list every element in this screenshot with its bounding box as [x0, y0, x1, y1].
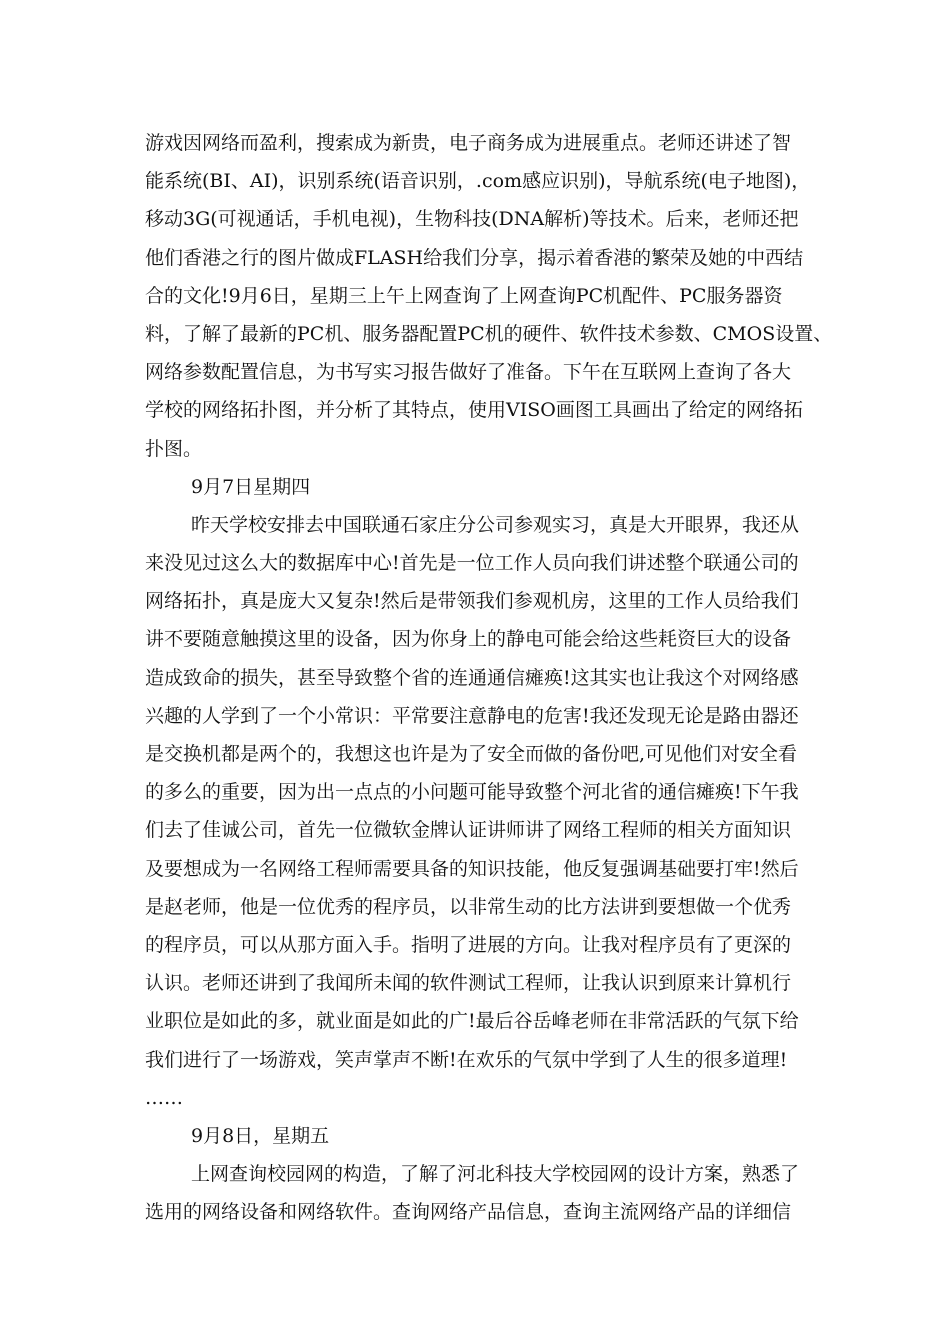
text-line: 料，了解了最新的PC机、服务器配置PC机的硬件、软件技术参数、CMOS设置、	[145, 322, 833, 345]
text-line: 兴趣的人学到了一个小常识：平常要注意静电的危害!我还发现无论是路由器还	[145, 704, 799, 727]
text-line: 我们进行了一场游戏，笑声掌声不断!在欢乐的气氛中学到了人生的很多道理!	[145, 1048, 788, 1071]
text-line: 是赵老师，他是一位优秀的程序员，以非常生动的比方法讲到要想做一个优秀	[145, 895, 792, 918]
text-line: 选用的网络设备和网络软件。查询网络产品信息，查询主流网络产品的详细信	[145, 1201, 792, 1224]
text-line: 移动3G(可视通话，手机电视)，生物科技(DNA解析)等技术。后来，老师还把	[145, 208, 799, 231]
date-heading-sep7: 9月7日星期四	[191, 475, 311, 498]
paragraph-3	[145, 1155, 810, 1231]
ellipsis-line: ……	[145, 1086, 183, 1109]
text-line: 讲不要随意触摸这里的设备，因为你身上的静电可能会给这些耗资巨大的设备	[145, 628, 792, 651]
text-line: 昨天学校安排去中国联通石家庄分公司参观实习，真是大开眼界，我还从	[191, 513, 800, 536]
text-line: 网络拓扑，真是庞大又复杂!然后是带领我们参观机房，这里的工作人员给我们	[145, 590, 799, 613]
paragraph-2	[145, 506, 810, 1117]
text-line: 能系统(BI、AI)，识别系统(语音识别，.com感应识别)，导航系统(电子地图)，	[145, 170, 811, 193]
text-line: 合的文化!9月6日，星期三上午上网查询了上网查询PC机配件、PC服务器资	[145, 284, 783, 307]
text-line: 他们香港之行的图片做成FLASH给我们分享，揭示着香港的繁荣及她的中西结	[145, 246, 804, 269]
text-line: 认识。老师还讲到了我闻所未闻的软件测试工程师，让我认识到原来计算机行	[145, 972, 792, 995]
text-line: 的多么的重要，因为出一点点的小问题可能导致整个河北省的通信瘫痪!下午我	[145, 781, 799, 804]
text-line: 上网查询校园网的构造，了解了河北科技大学校园网的设计方案，熟悉了	[191, 1163, 800, 1186]
text-line: 造成致命的损失，甚至导致整个省的连通通信瘫痪!这其实也让我这个对网络感	[145, 666, 799, 689]
text-line: 学校的网络拓扑图，并分析了其特点，使用VISO画图工具画出了给定的网络拓	[145, 399, 803, 422]
text-line: 及要想成为一名网络工程师需要具备的知识技能，他反复强调基础要打牢!然后	[145, 857, 799, 880]
text-line: 网络参数配置信息，为书写实习报告做好了准备。下午在互联网上查询了各大	[145, 361, 792, 384]
text-line: 是交换机都是两个的，我想这也许是为了安全而做的备份吧,可见他们对安全看	[145, 743, 798, 765]
text-line: 来没见过这么大的数据库中心!首先是一位工作人员向我们讲述整个联通公司的	[145, 552, 799, 575]
text-line: 的程序员，可以从那方面入手。指明了进展的方向。让我对程序员有了更深的	[145, 933, 792, 956]
text-line: 们去了佳诚公司，首先一位微软金牌认证讲师讲了网络工程师的相关方面知识	[145, 819, 792, 842]
text-line: 扑图。	[145, 437, 203, 460]
date-heading-sep8: 9月8日，星期五	[191, 1124, 330, 1147]
document-body	[145, 124, 833, 1231]
paragraph-1	[145, 124, 833, 468]
text-line: 游戏因网络而盈利，搜索成为新贵，电子商务成为进展重点。老师还讲述了智	[145, 132, 792, 154]
text-line: 业职位是如此的多，就业面是如此的广!最后谷岳峰老师在非常活跃的气氛下给	[145, 1010, 799, 1033]
